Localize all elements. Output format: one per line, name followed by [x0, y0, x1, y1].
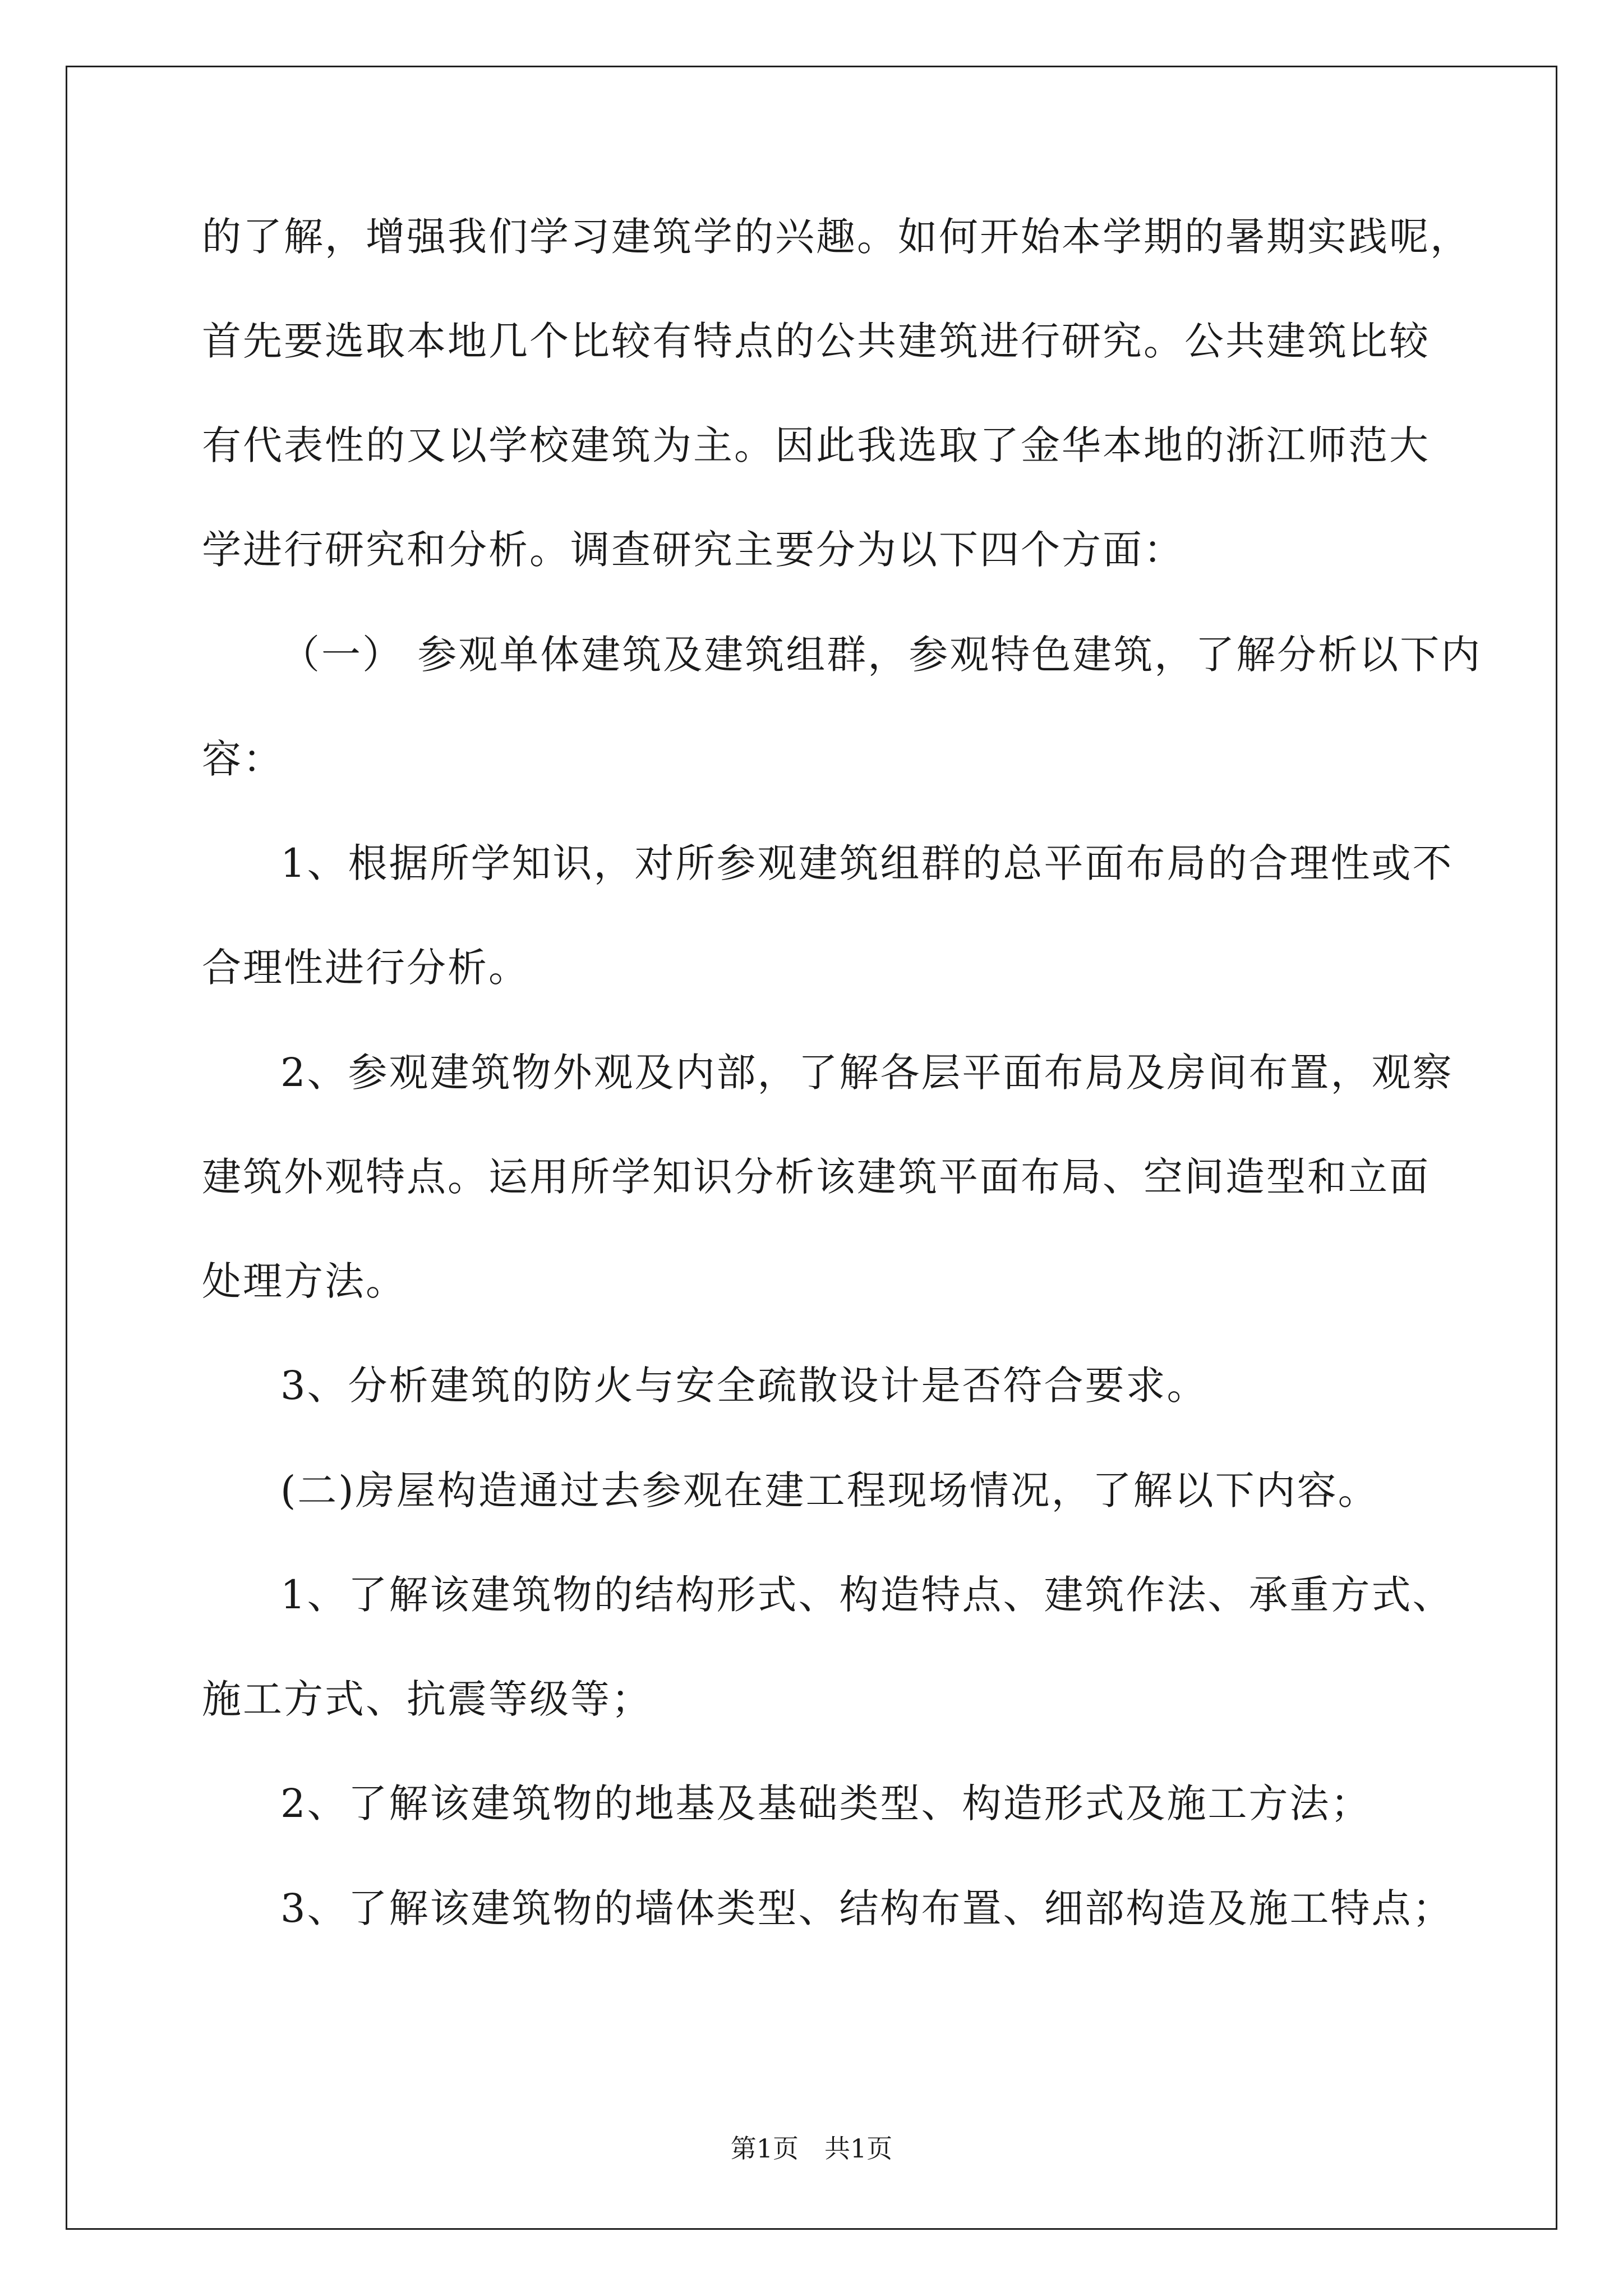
text-line: 有代表性的又以学校建筑为主。因此我选取了金华本地的浙江师范大 [202, 422, 1430, 468]
text-line: 2、了解该建筑物的地基及基础类型、构造形式及施工方法； [280, 1780, 1372, 1826]
text-line: 1、根据所学知识，对所参观建筑组群的总平面布局的合理性或不 [280, 840, 1454, 886]
text-line: （一） 参观单体建筑及建筑组群，参观特色建筑，了解分析以下内 [280, 632, 1482, 678]
text-line: 2、参观建筑物外观及内部，了解各层平面布局及房间布置，观察 [280, 1050, 1454, 1096]
text-line: 建筑外观特点。运用所学知识分析该建筑平面布局、空间造型和立面 [202, 1154, 1430, 1200]
text-line: 处理方法。 [202, 1258, 407, 1304]
text-line: 1、了解该建筑物的结构形式、构造特点、建筑作法、承重方式、 [280, 1572, 1454, 1618]
text-line: (二)房屋构造通过去参观在建工程现场情况，了解以下内容。 [280, 1467, 1379, 1513]
text-line: 合理性进行分析。 [202, 945, 529, 991]
text-line: 学进行研究和分析。调查研究主要分为以下四个方面： [202, 527, 1184, 573]
page-footer: 第1页 共1页 [730, 2133, 893, 2164]
text-line: 的了解，增强我们学习建筑学的兴趣。如何开始本学期的暑期实践呢， [202, 214, 1471, 260]
text-line: 3、分析建筑的防火与安全疏散设计是否符合要求。 [280, 1363, 1208, 1409]
text-line: 容： [202, 736, 284, 782]
text-line: 施工方式、抗震等级等； [202, 1676, 652, 1722]
text-line: 3、了解该建筑物的墙体类型、结构布置、细部构造及施工特点； [280, 1885, 1454, 1931]
text-line: 首先要选取本地几个比较有特点的公共建筑进行研究。公共建筑比较 [202, 318, 1430, 364]
